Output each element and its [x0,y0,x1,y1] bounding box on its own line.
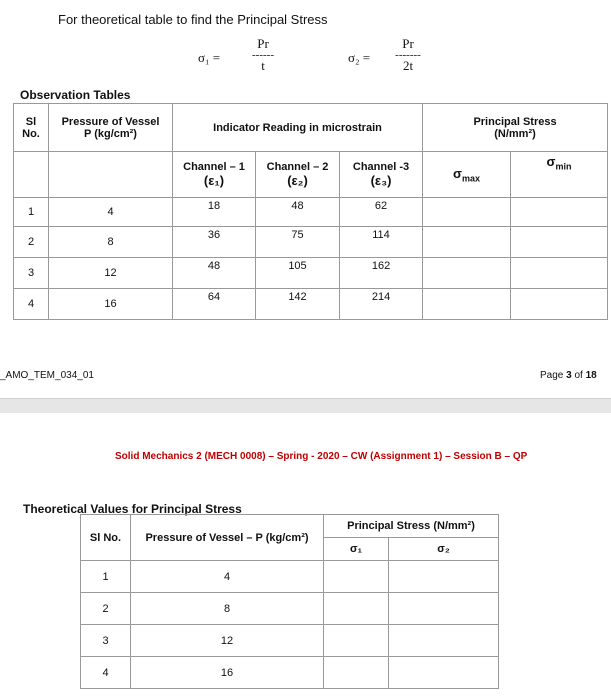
document-code: _AMO_TEM_034_01 [0,370,94,381]
sigma1-denominator: t [261,58,265,73]
pressure-cell: 12 [49,258,173,289]
observation-table-title: Observation Tables [20,88,131,102]
sigma2-formula-label: σ₂ = [348,50,371,65]
pressure-cell: 16 [49,289,173,320]
sl-cell: 1 [81,561,131,593]
empty-cell [14,152,49,198]
sigma2-fraction-bar: ------- [395,49,421,61]
sigma1-fraction-bar: ------ [252,49,274,61]
sigma1-fraction [243,36,283,74]
table-row [81,561,499,593]
sigma-min-cell [511,258,608,289]
pressure-cell: 12 [131,625,324,657]
channel-3-header: Channel -3 (ε₃) [340,152,423,198]
sigma-2-cell [389,593,499,625]
sigma-1-header: σ₁ [324,538,389,561]
channel-2-header: Channel – 2 (ε₂) [256,152,340,198]
intro-text: For theoretical table to find the Principal Stress [58,12,328,27]
channel-1-cell: 18 [173,198,256,227]
sigma1-formula-label: σ₁ = [198,50,221,65]
table-row [14,227,608,258]
sigma-min-header: $\sigma_{min}$ [511,152,608,198]
sigma2-fraction [388,36,428,74]
channel-3-cell: 62 [340,198,423,227]
pressure-header: Pressure of Vessel P (kg/cm²) [49,104,173,152]
channel-1-cell: 48 [173,258,256,289]
sigma-min-cell [511,289,608,320]
table-row [81,657,499,689]
sl-cell: 3 [81,625,131,657]
sl-cell: 4 [14,289,49,320]
sigma-2-cell [389,561,499,593]
sigma-max-header: $\sigma_{max}$ [423,152,511,198]
sl-cell: 2 [81,593,131,625]
sigma-2-header: σ₂ [389,538,499,561]
sl-no-header: Sl No. [81,515,131,561]
page-number: Page 3 of 18 [540,370,597,381]
sl-cell: 3 [14,258,49,289]
principal-stress-header: Principal Stress (N/mm²) [423,104,608,152]
channel-1-cell: 64 [173,289,256,320]
sigma-1-cell [324,593,389,625]
empty-cell [49,152,173,198]
sigma-min-cell [511,227,608,258]
page-break [0,399,611,413]
sigma-2-cell [389,657,499,689]
sigma-1-cell [324,561,389,593]
sigma-max-cell [423,198,511,227]
table-row [14,289,608,320]
table-row [14,198,608,227]
theoretical-table [80,514,499,689]
channel-3-cell: 162 [340,258,423,289]
theoretical-table-title: Theoretical Values for Principal Stress [23,502,242,516]
observation-table [13,103,608,320]
channel-2-cell: 105 [256,258,340,289]
observation-header-row [14,104,608,152]
channel-1-cell: 36 [173,227,256,258]
table-row [81,593,499,625]
sigma-min-cell [511,198,608,227]
pressure-cell: 4 [49,198,173,227]
sigma-max-cell [423,258,511,289]
sigma-2-cell [389,625,499,657]
page-header: Solid Mechanics 2 (MECH 0008) – Spring - 2020 – CW (Assignment 1) – Session B – QP [115,451,528,462]
channel-3-cell: 114 [340,227,423,258]
channel-header-row [14,152,608,198]
table-row [81,625,499,657]
sl-cell: 4 [81,657,131,689]
theoretical-header-row [81,515,499,538]
sl-cell: 1 [14,198,49,227]
pressure-cell: 4 [131,561,324,593]
pressure-cell: 8 [49,227,173,258]
channel-2-cell: 75 [256,227,340,258]
sigma-max-cell [423,227,511,258]
sigma-1-cell [324,625,389,657]
sigma-max-cell [423,289,511,320]
indicator-reading-header: Indicator Reading in microstrain [173,104,423,152]
sigma-1-cell [324,657,389,689]
channel-2-cell: 142 [256,289,340,320]
sigma2-denominator: 2t [402,58,414,73]
sigma1-numerator: Pr [257,36,269,51]
channel-1-header: Channel – 1 (ε₁) [173,152,256,198]
sigma2-numerator: Pr [402,36,414,51]
pressure-cell: 16 [131,657,324,689]
sl-no-header: Sl No. [14,104,49,152]
pressure-cell: 8 [131,593,324,625]
principal-stress-header: Principal Stress (N/mm²) [324,515,499,538]
table-row [14,258,608,289]
channel-3-cell: 214 [340,289,423,320]
channel-2-cell: 48 [256,198,340,227]
sl-cell: 2 [14,227,49,258]
pressure-header: Pressure of Vessel – P (kg/cm²) [131,515,324,561]
